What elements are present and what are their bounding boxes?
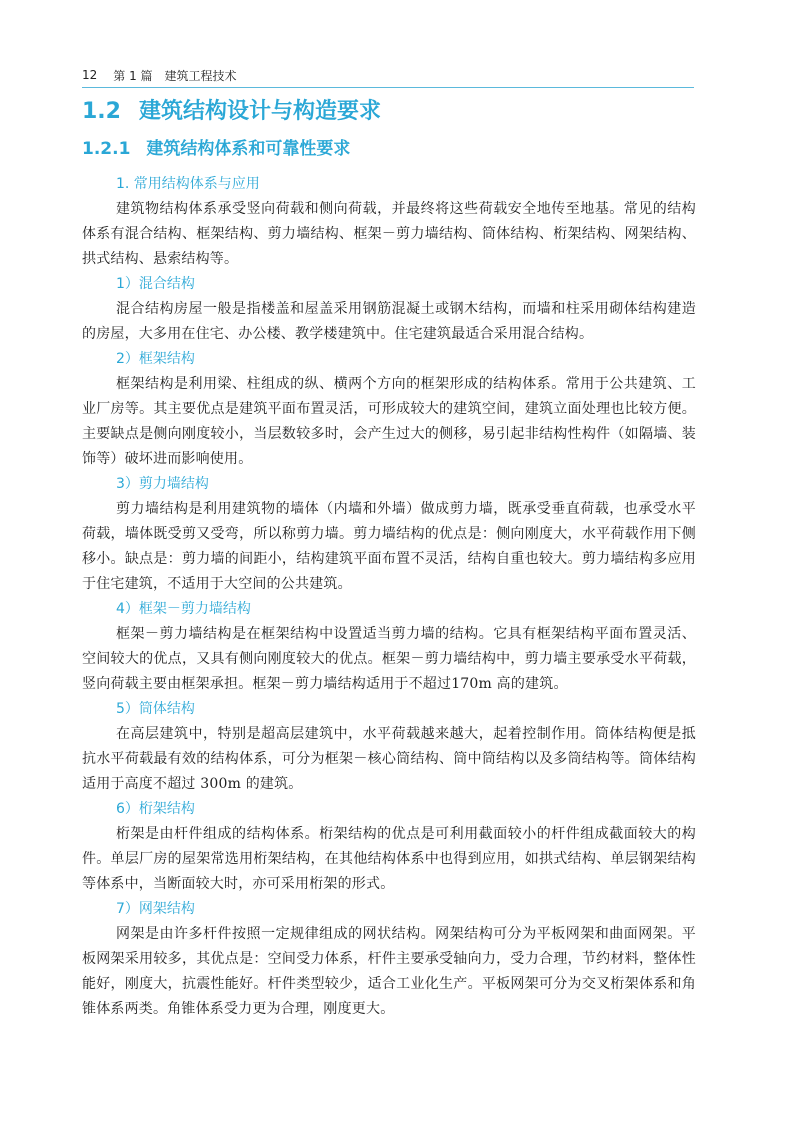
item-heading-frame-shear-wall: 4）框架－剪力墙结构 [116,601,251,617]
section-number: 1.2 [82,99,121,124]
topic-intro-paragraph: 建筑物结构体系承受竖向荷载和侧向荷载，并最终将这些荷载安全地传至地基。常见的结构体系有混合结构、框架结构、剪力墙结构、框架－剪力墙结构、筒体结构、桁架结构、网架结构、拱式结构、悬索结构等。 [82,201,696,267]
item-heading-shear-wall: 3）剪力墙结构 [116,476,209,492]
item-heading-truss-structure: 6）桁架结构 [116,801,195,817]
item-paragraph-frame-structure: 框架结构是利用梁、柱组成的纵、横两个方向的框架形成的结构体系。常用于公共建筑、工业厂房等。其主要优点是建筑平面布置灵活，可形成较大的建筑空间，建筑立面处理也比较方便。主要缺点是侧向刚度较小，当层数较多时，会产生过大的侧移，易引起非结构性构件（如隔墙、装饰等）破坏进而影响使用。 [82,376,696,467]
section-title: 建筑结构设计与构造要求 [138,99,381,124]
topic-heading: 1. 常用结构体系与应用 [116,176,260,192]
item-heading-space-grid: 7）网架结构 [116,901,195,917]
item-paragraph-space-grid: 网架是由许多杆件按照一定规律组成的网状结构。网架结构可分为平板网架和曲面网架。平板网架采用较多，其优点是：空间受力体系，杆件主要承受轴向力，受力合理，节约材料，整体性能好，刚度大，抗震性能好。杆件类型较少，适合工业化生产。平板网架可分为交叉桁架体系和角锥体系两类。角锥体系受力更为合理，刚度更大。 [82,926,696,1017]
page-number: 12 [82,68,98,82]
subsection-title: 建筑结构体系和可靠性要求 [146,139,351,159]
item-heading-tube-structure: 5）筒体结构 [116,701,195,717]
item-paragraph-frame-shear-wall: 框架－剪力墙结构是在框架结构中设置适当剪力墙的结构。它具有框架结构平面布置灵活、空间较大的优点，又具有侧向刚度较大的优点。框架－剪力墙结构中，剪力墙主要承受水平荷载，竖向荷载主要由框架承担。框架－剪力墙结构适用于不超过170m 高的建筑。 [82,626,696,692]
body-content [82,172,696,1022]
header-divider [82,87,694,88]
item-heading-mixed-structure: 1）混合结构 [116,276,195,292]
part-label: 第 1 篇 [113,68,153,83]
item-heading-frame-structure: 2）框架结构 [116,351,195,367]
section-heading [82,96,702,128]
running-header [82,64,694,86]
subsection-number: 1.2.1 [82,139,131,159]
item-paragraph-mixed-structure: 混合结构房屋一般是指楼盖和屋盖采用钢筋混凝土或钢木结构，而墙和柱采用砌体结构建造的房屋，大多用在住宅、办公楼、教学楼建筑中。住宅建筑最适合采用混合结构。 [82,301,696,342]
item-paragraph-truss-structure: 桁架是由杆件组成的结构体系。桁架结构的优点是可利用截面较小的杆件组成截面较大的构件。单层厂房的屋架常选用桁架结构，在其他结构体系中也得到应用，如拱式结构、单层钢架结构等体系中，当断面较大时，亦可采用桁架的形式。 [82,826,696,892]
item-paragraph-shear-wall: 剪力墙结构是利用建筑物的墙体（内墙和外墙）做成剪力墙，既承受垂直荷载，也承受水平荷载，墙体既受剪又受弯，所以称剪力墙。剪力墙结构的优点是：侧向刚度大，水平荷载作用下侧移小。缺点是：剪力墙的间距小，结构建筑平面布置不灵活，结构自重也较大。剪力墙结构多应用于住宅建筑，不适用于大空间的公共建筑。 [82,501,696,592]
item-paragraph-tube-structure: 在高层建筑中，特别是超高层建筑中，水平荷载越来越大，起着控制作用。筒体结构便是抵抗水平荷载最有效的结构体系，可分为框架－核心筒结构、筒中筒结构以及多筒结构等。筒体结构适用于高度不超过 300m 的建筑。 [82,726,696,792]
part-title: 建筑工程技术 [164,68,237,83]
subsection-heading [82,136,702,162]
